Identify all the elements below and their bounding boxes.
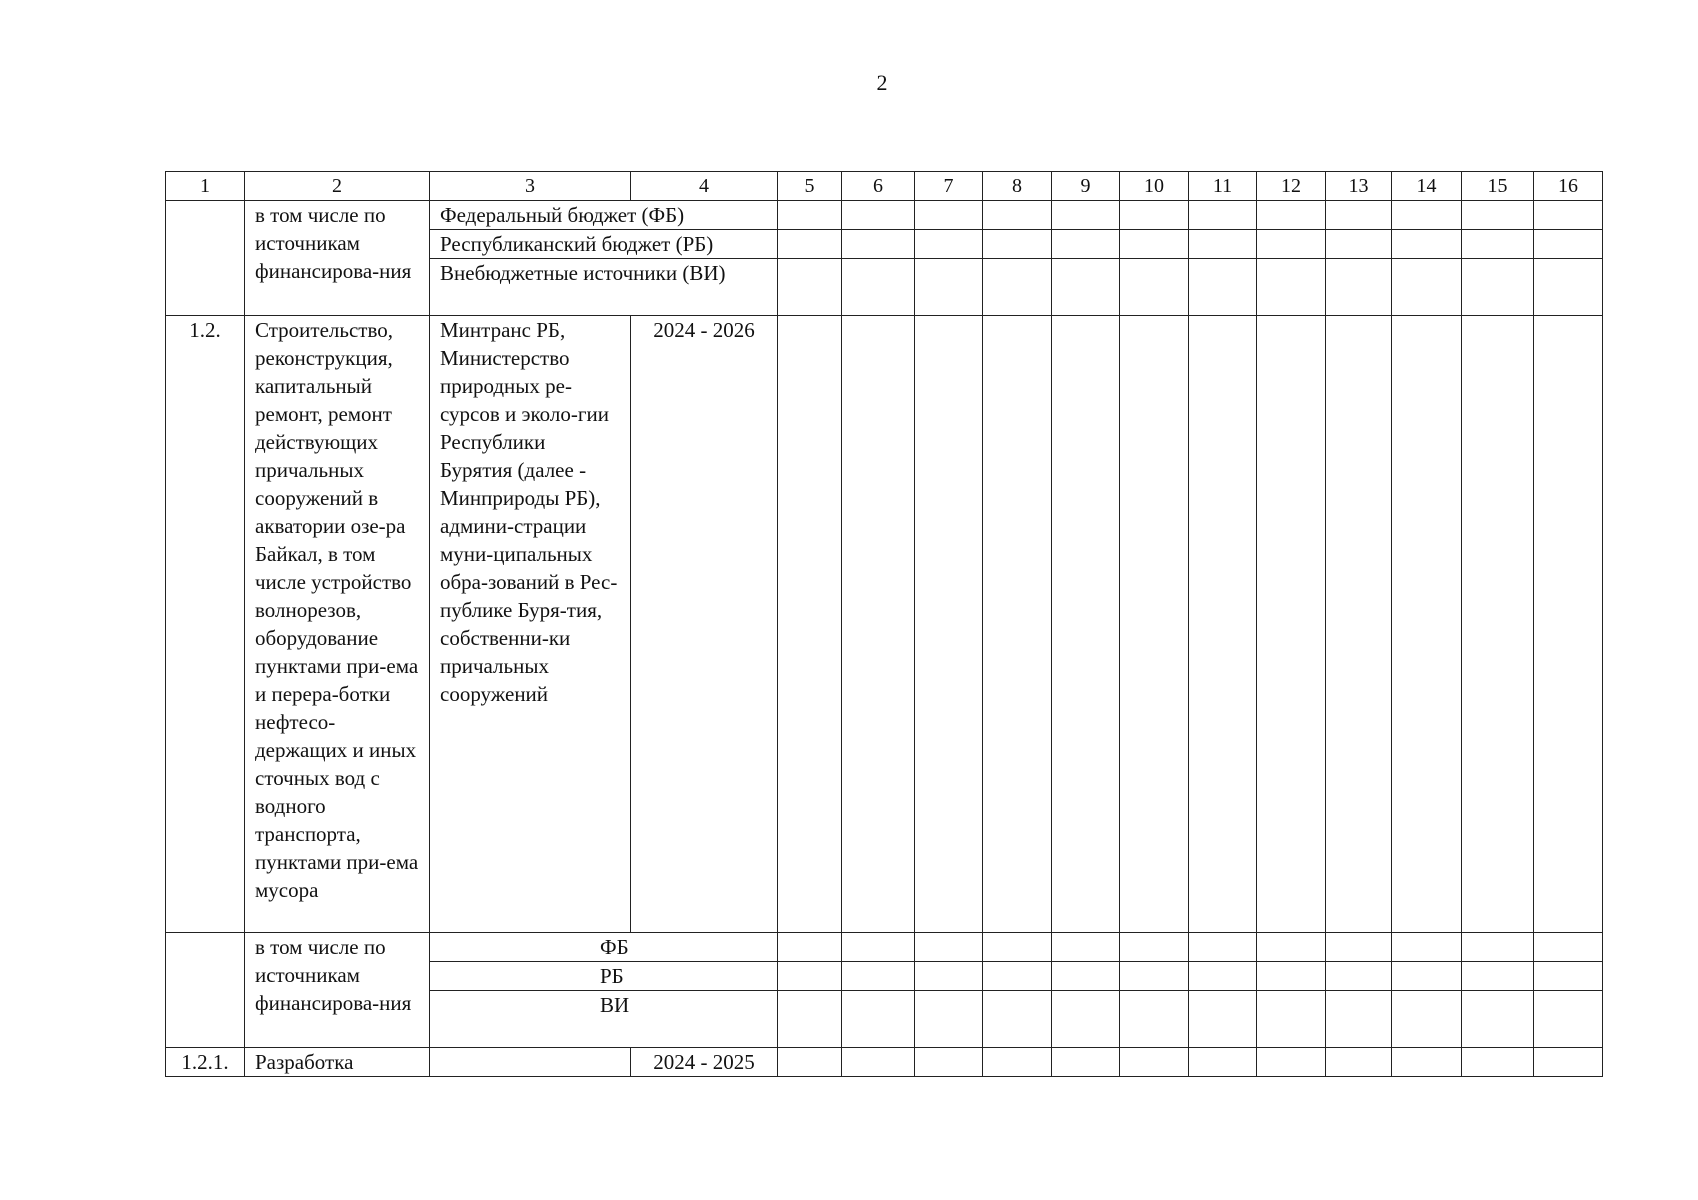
- executor: Минтранс РБ, Министерство природных ре-сурсов и эколо-гии Республики Бурятия (далее - Минприроды РБ), админи-страции муни-ципальных обра-зований в Рес-публике Буря-тия, собственни-ки причальных сооружений: [430, 316, 631, 933]
- table-cell: [915, 316, 983, 933]
- column-header: 10: [1120, 172, 1189, 201]
- financing-source: РБ: [430, 962, 778, 991]
- table-cell: [1392, 1048, 1462, 1077]
- column-header: 8: [983, 172, 1052, 201]
- financing-source: ФБ: [430, 933, 778, 962]
- table-cell: [1120, 316, 1189, 933]
- table-cell: [1189, 316, 1257, 933]
- table-cell: [778, 230, 842, 259]
- column-header: 12: [1257, 172, 1326, 201]
- table-cell: [915, 933, 983, 962]
- table-cell: [983, 933, 1052, 962]
- table-cell: [1189, 991, 1257, 1048]
- table-cell: [983, 962, 1052, 991]
- table-cell: [1052, 259, 1120, 316]
- table-cell: [1392, 230, 1462, 259]
- table-cell: [1392, 201, 1462, 230]
- table-cell: [1257, 991, 1326, 1048]
- table-cell: [1462, 316, 1534, 933]
- table-cell: [842, 230, 915, 259]
- header-row: [166, 172, 1603, 201]
- table-cell: [1120, 201, 1189, 230]
- table-cell: [1326, 316, 1392, 933]
- table-cell: [1534, 962, 1603, 991]
- table-cell: [778, 316, 842, 933]
- column-header: 11: [1189, 172, 1257, 201]
- table-cell: [842, 933, 915, 962]
- table-cell: [1189, 201, 1257, 230]
- table-cell: [1534, 316, 1603, 933]
- column-header: 1: [166, 172, 245, 201]
- table-cell: [1326, 1048, 1392, 1077]
- column-header: 4: [631, 172, 778, 201]
- table-cell: [915, 201, 983, 230]
- table-cell: [1534, 259, 1603, 316]
- table-cell: [1189, 1048, 1257, 1077]
- table-cell: [1462, 991, 1534, 1048]
- table-cell: [842, 962, 915, 991]
- table-cell: [1189, 230, 1257, 259]
- table-cell: [1534, 1048, 1603, 1077]
- financing-group-label: в том числе по источникам финансирова-ния: [245, 201, 430, 316]
- table-cell: [1326, 962, 1392, 991]
- table-cell: [1120, 259, 1189, 316]
- table-cell: [1052, 230, 1120, 259]
- column-header: 13: [1326, 172, 1392, 201]
- table-cell: [1257, 230, 1326, 259]
- table-cell: [842, 1048, 915, 1077]
- table-cell: [1462, 933, 1534, 962]
- table-cell: [1189, 259, 1257, 316]
- table-cell: [166, 201, 245, 316]
- table-row: [166, 933, 1603, 962]
- table-cell: [1052, 962, 1120, 991]
- table-cell: [842, 316, 915, 933]
- row-number: 1.2.: [166, 316, 245, 933]
- table-cell: [1326, 259, 1392, 316]
- table-cell: [1462, 230, 1534, 259]
- table-cell: [778, 1048, 842, 1077]
- executor: [430, 1048, 631, 1077]
- table-cell: [1326, 991, 1392, 1048]
- table-cell: [778, 201, 842, 230]
- program-table: [165, 171, 1603, 1077]
- column-header: 16: [1534, 172, 1603, 201]
- table-cell: [1052, 991, 1120, 1048]
- table-cell: [842, 991, 915, 1048]
- table-cell: [915, 991, 983, 1048]
- table-cell: [1052, 201, 1120, 230]
- column-header: 5: [778, 172, 842, 201]
- table-cell: [1189, 933, 1257, 962]
- table-cell: [915, 962, 983, 991]
- table-cell: [915, 230, 983, 259]
- financing-source: ВИ: [430, 991, 778, 1048]
- table-cell: [983, 316, 1052, 933]
- table-cell: [778, 933, 842, 962]
- table-cell: [1120, 991, 1189, 1048]
- table-cell: [1534, 933, 1603, 962]
- column-header: 2: [245, 172, 430, 201]
- table-cell: [1052, 1048, 1120, 1077]
- table-cell: [1326, 230, 1392, 259]
- table-cell: [1257, 316, 1326, 933]
- period: 2024 - 2025: [631, 1048, 778, 1077]
- table-cell: [1052, 933, 1120, 962]
- table-cell: [1392, 316, 1462, 933]
- table-cell: [1257, 962, 1326, 991]
- table-cell: [983, 259, 1052, 316]
- table-cell: [1534, 201, 1603, 230]
- page-number: 2: [876, 70, 888, 95]
- table-cell: [778, 259, 842, 316]
- table-cell: [1462, 259, 1534, 316]
- period: 2024 - 2026: [631, 316, 778, 933]
- table-cell: [842, 201, 915, 230]
- table-cell: [166, 933, 245, 1048]
- table-cell: [983, 991, 1052, 1048]
- financing-source: Федеральный бюджет (ФБ): [430, 201, 778, 230]
- table-cell: [983, 230, 1052, 259]
- table-cell: [1462, 962, 1534, 991]
- table-cell: [1120, 933, 1189, 962]
- table-cell: [1326, 933, 1392, 962]
- financing-source: Республиканский бюджет (РБ): [430, 230, 778, 259]
- table-cell: [1534, 991, 1603, 1048]
- activity-name: Разработка: [245, 1048, 430, 1077]
- table-cell: [1392, 991, 1462, 1048]
- financing-group-label: в том числе по источникам финансирова-ния: [245, 933, 430, 1048]
- table-cell: [1052, 316, 1120, 933]
- table-cell: [1392, 259, 1462, 316]
- table-cell: [1257, 259, 1326, 316]
- table-cell: [842, 259, 915, 316]
- column-header: 15: [1462, 172, 1534, 201]
- financing-source: Внебюджетные источники (ВИ): [430, 259, 778, 316]
- column-header: 6: [842, 172, 915, 201]
- table-cell: [983, 1048, 1052, 1077]
- table-cell: [1189, 962, 1257, 991]
- table-row: [166, 201, 1603, 230]
- table-cell: [915, 1048, 983, 1077]
- table-cell: [1392, 933, 1462, 962]
- table-cell: [983, 201, 1052, 230]
- table-cell: [778, 991, 842, 1048]
- table-cell: [1257, 1048, 1326, 1077]
- table-cell: [1257, 933, 1326, 962]
- column-header: 7: [915, 172, 983, 201]
- column-header: 3: [430, 172, 631, 201]
- table-cell: [915, 259, 983, 316]
- table-cell: [1462, 201, 1534, 230]
- table-cell: [1120, 1048, 1189, 1077]
- table-row: [166, 1048, 1603, 1077]
- table-cell: [1392, 962, 1462, 991]
- activity-name: Строительство, реконструкция, капитальный ремонт, ремонт действующих причальных сооружений в акватории озе-ра Байкал, в том числе устройство волнорезов, оборудование пунктами при-ема и перера-ботки нефтесо-держащих и иных сточных вод с водного транспорта, пунктами при-ема мусора: [245, 316, 430, 933]
- table-cell: [1534, 230, 1603, 259]
- table-cell: [1257, 201, 1326, 230]
- column-header: 14: [1392, 172, 1462, 201]
- column-header: 9: [1052, 172, 1120, 201]
- table-cell: [778, 962, 842, 991]
- table-cell: [1120, 962, 1189, 991]
- table-cell: [1462, 1048, 1534, 1077]
- table-cell: [1120, 230, 1189, 259]
- table-row: [166, 316, 1603, 933]
- table-cell: [1326, 201, 1392, 230]
- row-number: 1.2.1.: [166, 1048, 245, 1077]
